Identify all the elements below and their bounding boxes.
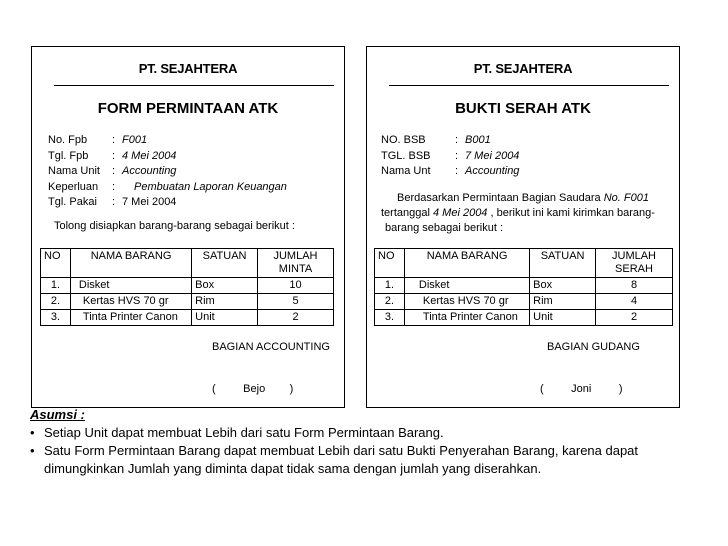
col-header-no: NO <box>41 249 71 278</box>
cell-satuan: Rim <box>192 294 258 310</box>
meta-value: 4 Mei 2004 <box>122 149 177 162</box>
meta-value: 7 Mei 2004 <box>122 196 177 208</box>
table-row <box>375 310 673 326</box>
cell-nama-barang: Disket <box>404 278 529 294</box>
col-header-nama-barang: NAMA BARANG <box>404 249 529 278</box>
cell-satuan: Unit <box>192 310 258 326</box>
delivery-note: Berdasarkan Permintaan Bagian Saudara No. F001 tertanggal 4 Mei 2004 , berikut ini kami kirimkan barang- barang sebagai berikut : <box>381 192 655 234</box>
bullet-icon: • <box>30 425 35 440</box>
meta-value: 7 Mei 2004 <box>465 149 520 162</box>
meta-row-tgl-pakai: Tgl. Pakai : 7 Mei 2004 <box>48 195 287 211</box>
form-title: BUKTI SERAH ATK <box>455 100 591 117</box>
table-row <box>41 294 334 310</box>
divider <box>389 85 669 86</box>
cell-no: 2. <box>375 294 405 310</box>
cell-no: 2. <box>41 294 71 310</box>
meta-value: Pembuatan Laporan Keuangan <box>134 180 287 193</box>
form-title: FORM PERMINTAAN ATK <box>97 100 279 117</box>
table-header-row <box>41 249 334 278</box>
signature-name: ( Joni ) <box>540 383 623 395</box>
meta-key: TGL. BSB <box>381 149 431 162</box>
meta-row-keperluan: Keperluan : Pembuatan Laporan Keuangan <box>48 180 287 196</box>
cell-jumlah: 4 <box>596 294 673 310</box>
meta-key: Nama Unit <box>48 165 100 177</box>
cell-jumlah: 2 <box>258 310 334 326</box>
meta-value: Accounting <box>122 165 177 177</box>
bullet-icon: • <box>30 443 35 458</box>
cell-satuan: Box <box>530 278 596 294</box>
cell-satuan: Rim <box>530 294 596 310</box>
assumption-text: Satu Form Permintaan Barang dapat membuat Lebih dari satu Bukti Penyerahan Barang, karena dapat dimungkinkan Jumlah yang diminta dapat tidak sama dengan jumlah yang diserahkan. <box>44 443 639 476</box>
meta-row-no-bsb: NO. BSB : B001 <box>381 133 519 149</box>
meta-key: No. Fpb <box>48 134 88 146</box>
assumption-text: Setiap Unit dapat membuat Lebih dari satu Form Permintaan Barang. <box>44 425 444 440</box>
list-item <box>30 424 720 442</box>
form-permintaan-panel <box>31 46 345 408</box>
col-header-no: NO <box>375 249 405 278</box>
company-name: PT. SEJAHTERA <box>473 61 573 76</box>
meta-row-nama-unit: Nama Unt : Accounting <box>381 164 519 180</box>
table-row <box>375 294 673 310</box>
meta-key: Tgl. Fpb <box>48 149 89 162</box>
col-header-jumlah: JUMLAH SERAH <box>596 249 673 278</box>
meta-row-no-fpb: No. Fpb : F001 <box>48 133 287 149</box>
cell-nama-barang: Tinta Printer Canon <box>404 310 529 326</box>
cell-nama-barang: Disket <box>70 278 191 294</box>
col-header-satuan: SATUAN <box>530 249 596 278</box>
col-header-satuan: SATUAN <box>192 249 258 278</box>
cell-nama-barang: Kertas HVS 70 gr <box>404 294 529 310</box>
cell-jumlah: 10 <box>258 278 334 294</box>
request-note: Tolong disiapkan barang-barang sebagai berikut : <box>54 220 295 232</box>
meta-row-nama-unit: Nama Unit : Accounting <box>48 164 287 180</box>
signature-name: ( Bejo ) <box>212 383 294 395</box>
meta-key: Tgl. Pakai <box>48 196 97 208</box>
col-header-nama-barang: NAMA BARANG <box>70 249 191 278</box>
meta-value: B001 <box>465 134 491 146</box>
assumptions-section <box>30 406 720 478</box>
cell-nama-barang: Kertas HVS 70 gr <box>70 294 191 310</box>
meta-key: Nama Unt <box>381 165 431 177</box>
meta-value: Accounting <box>465 165 520 177</box>
table-row <box>41 278 334 294</box>
cell-jumlah: 5 <box>258 294 334 310</box>
cell-no: 3. <box>41 310 71 326</box>
cell-no: 3. <box>375 310 405 326</box>
meta-row-tgl-bsb: TGL. BSB : 7 Mei 2004 <box>381 149 519 165</box>
cell-no: 1. <box>41 278 71 294</box>
table-row <box>375 278 673 294</box>
cell-jumlah: 2 <box>596 310 673 326</box>
table-row <box>41 310 334 326</box>
meta-value: F001 <box>122 134 148 146</box>
cell-satuan: Unit <box>530 310 596 326</box>
meta-key: NO. BSB <box>381 134 426 146</box>
cell-nama-barang: Tinta Printer Canon <box>70 310 191 326</box>
meta-row-tgl-fpb: Tgl. Fpb : 4 Mei 2004 <box>48 149 287 165</box>
assumptions-title: Asumsi : <box>30 407 85 422</box>
col-header-jumlah: JUMLAH MINTA <box>258 249 334 278</box>
signature-role: BAGIAN GUDANG <box>547 341 640 353</box>
meta-key: Keperluan <box>48 180 99 193</box>
cell-satuan: Box <box>192 278 258 294</box>
company-name: PT. SEJAHTERA <box>138 61 238 76</box>
signature-role: BAGIAN ACCOUNTING <box>212 341 330 353</box>
table-header-row <box>375 249 673 278</box>
form-meta <box>48 133 287 211</box>
bukti-serah-panel <box>366 46 680 408</box>
cell-no: 1. <box>375 278 405 294</box>
cell-jumlah: 8 <box>596 278 673 294</box>
form-meta <box>381 133 519 180</box>
items-table <box>40 248 334 326</box>
items-table <box>374 248 673 326</box>
divider <box>54 85 334 86</box>
list-item <box>30 442 720 478</box>
